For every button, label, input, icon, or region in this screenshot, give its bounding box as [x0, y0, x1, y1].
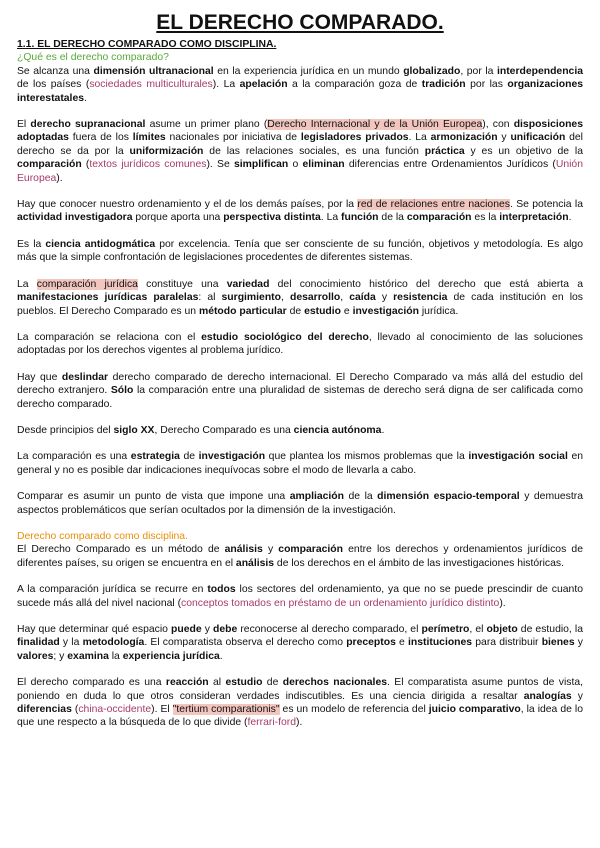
paragraph-3: Hay que conocer nuestro ordenamiento y el de los demás países, por la red de relaciones entre naciones. Se potencia la actividad investigadora porque aporta una perspectiva distinta. La función de la comparación es la interpretación.: [17, 199, 583, 224]
paragraph-14: El derecho comparado es una reacción al estudio de derechos nacionales. El comparatista asume puntos de vista, poniendo en duda lo que otros consideran verdades indiscutibles. Es una ciencia dirigida a resaltar analogías y diferencias (china-occidente). El "tertium comparationis" es un modelo de referencia del juicio comparativo, la idea de lo que une respecto a la búsqueda de lo que divide (ferrari-ford).: [17, 677, 583, 729]
document-title: EL DERECHO COMPARADO.: [156, 11, 444, 34]
paragraph-8: Desde principios del siglo XX, Derecho Comparado es una ciencia autónoma.: [17, 424, 385, 436]
paragraph-4: Es la ciencia antidogmática por excelencia. Tenía que ser consciente de su función, objetivos y metodología. Es algo más que la simple confrontación de legislaciones procedentes de diferentes sistemas.: [17, 238, 583, 264]
paragraph-2: El derecho supranacional asume un primer plano (Derecho Internacional y de la Unión Europea), con disposiciones adoptadas fuera de los límites nacionales por iniciativa de legisladores privados. La armonización y unificación del derecho se da por la uniformización de las relaciones sociales, es una función práctica y es un objetivo de la comparación (textos jurídicos comunes). Se simplifican o eliminan diferencias entre Ordenamientos Jurídicos (Unión Europea).: [17, 119, 584, 184]
paragraph-11: El Derecho Comparado es un método de análisis y comparación entre los derechos y ordenamientos jurídicos de diferentes países, su origen se encuentra en el análisis de los derechos en el ámbito de las investigaciones históricas.: [17, 544, 583, 569]
paragraph-7: Hay que deslindar derecho comparado de derecho internacional. El Derecho Comparado va más allá del estudio del derecho extranjero. Sólo la comparación entre una pluralidad de sistemas de derecho será digna de ser calificada como derecho comparado.: [17, 371, 583, 410]
section-heading: 1.1. EL DERECHO COMPARADO COMO DISCIPLINA.: [17, 39, 277, 50]
paragraph-12: A la comparación jurídica se recurre en todos los sectores del ordenamiento, ya que no se puede prescindir de cuanto sucede más allá del nivel nacional (conceptos tomados en préstamo de un ordenamiento jurídico distinto).: [17, 584, 583, 609]
paragraph-6: La comparación se relaciona con el estudio sociológico del derecho, llevado al conocimiento de las soluciones adoptadas por los derechos vigentes al problema jurídico.: [17, 331, 583, 357]
disciplina-subheading: Derecho comparado como disciplina.: [17, 530, 188, 542]
paragraph-1: Se alcanza una dimensión ultranacional en la experiencia jurídica en un mundo globalizado, por la interdependencia de los países (sociedades multiculturales). La apelación a la comparación goza de tradición por las organizaciones interestatales.: [17, 65, 584, 104]
paragraph-5: La comparación jurídica constituye una variedad del conocimiento histórico del derecho que está abierta a manifestaciones jurídicas paralelas: al surgimiento, desarrollo, caída y resistencia de cada institución en los pueblos. El Derecho Comparado es un método particular de estudio e investigación jurídica.: [17, 278, 583, 317]
paragraph-13: Hay que determinar qué espacio puede y debe reconocerse al derecho comparado, el perímetro, el objeto de estudio, la finalidad y la metodología. El comparatista observa el derecho como preceptos e instituciones para distribuir bienes y valores; y examina la experiencia jurídica.: [17, 624, 583, 662]
paragraph-9: La comparación es una estrategia de investigación que plantea los mismos problemas que la investigación social en general y no es posible dar indicaciones inequívocas sobre el modo de llevarla a cabo.: [17, 451, 584, 476]
question-subheading: ¿Qué es el derecho comparado?: [17, 52, 169, 64]
paragraph-10: Comparar es asumir un punto de vista que impone una ampliación de la dimensión espacio-temporal y demuestra aspectos problemáticos que serían ocultados por la dimensión de la investigación.: [17, 491, 583, 516]
